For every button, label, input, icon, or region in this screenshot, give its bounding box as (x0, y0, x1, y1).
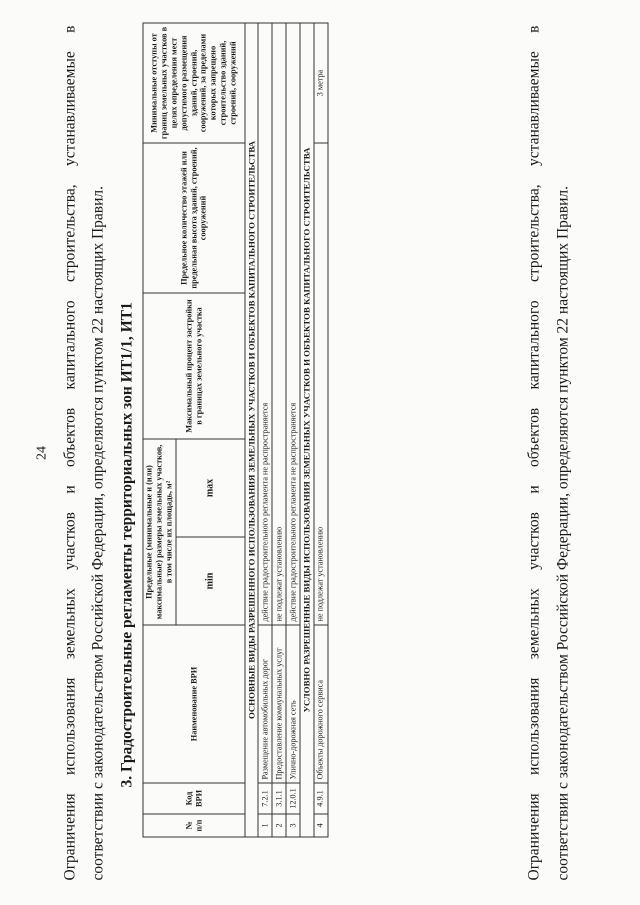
restrictions-paragraph-bottom-line1: Ограничения использования земельных участков и объектов капитального строительства, устанавливаемые в (525, 25, 542, 880)
regulations-table (142, 22, 328, 837)
row-name: Размещение автомобильных дорог (258, 625, 272, 783)
header-coverage: Максимальный процент застройки в границах земельного участка (143, 293, 245, 439)
section-conditional-label: УСЛОВНО РАЗРЕШЕННЫЕ ВИДЫ ИСПОЛЬЗОВАНИЯ ЗЕМЕЛЬНЫХ УЧАСТКОВ И ОБЪЕКТОВ КАПИТАЛЬНОГО СТРОИТЕЛЬСТВА (300, 23, 313, 837)
page-number: 24 (34, 445, 49, 460)
section-title: 3. Градостроительные регламенты территориальных зон ИТ1/1, ИТ1 (118, 301, 135, 787)
section-main-label: ОСНОВНЫЕ ВИДЫ РАЗРЕШЕННОГО ИСПОЛЬЗОВАНИЯ ЗЕМЕЛЬНЫХ УЧАСТКОВ И ОБЪЕКТОВ КАПИТАЛЬНОГО СТРОИТЕЛЬСТВА (245, 23, 258, 837)
header-name: Наименование ВРИ (143, 625, 245, 783)
restrictions-paragraph-top-line2: соответствии с законодательством Российской Федерации, определяются пунктом 22 настоящих Правил. (89, 185, 106, 880)
row-note: не подлежат установлению (272, 23, 286, 625)
table-row (258, 23, 272, 837)
row-num: 2 (272, 814, 286, 837)
row-code: 12.0.1 (286, 783, 300, 814)
header-code: Код ВРИ (143, 783, 245, 814)
header-max: max (176, 439, 245, 537)
row-note: действие градостроительного регламента не распространяется (258, 23, 272, 625)
section-row-main (245, 23, 258, 837)
row-name: Объекты дорожного сервиса (313, 625, 327, 783)
header-setback: Минимальные отступы от границ земельных участков в целях определения мест допустимого размещения зданий, строений, сооружений, за пределами которых запрещено строительство зданий, строений, сооружений (143, 23, 245, 143)
table-row (272, 23, 286, 837)
row-note: не подлежат установлению (313, 143, 327, 625)
section-row-conditional (300, 23, 313, 837)
row-code: 7.2.1 (258, 783, 272, 814)
restrictions-paragraph-bottom-line2: соответствии с законодательством Российской Федерации, определяются пунктом 22 настоящих Правил. (554, 185, 571, 880)
table-row (313, 23, 327, 837)
row-code: 3.1.1 (272, 783, 286, 814)
row-num: 3 (286, 814, 300, 837)
row-setback: 3 метра (313, 23, 327, 143)
table-row (286, 23, 300, 837)
restrictions-paragraph-top-line1: Ограничения использования земельных участков и объектов капитального строительства, устанавливаемые в (61, 25, 78, 880)
row-num: 1 (258, 814, 272, 837)
header-num: № п/п (143, 814, 245, 837)
row-note: действие градостроительного регламента не распространяется (286, 23, 300, 625)
table-header-row (143, 23, 176, 837)
header-plot-size: Предельные (минимальные и (или) максимальные) размеры земельных участков, в том числе их площадь, м² (143, 439, 176, 625)
row-name: Улично-дорожная сеть (286, 625, 300, 783)
header-min: min (176, 537, 245, 625)
row-num: 4 (313, 814, 327, 837)
header-floors: Предельное количество этажей или предельная высота зданий, строений, сооружений (143, 143, 245, 293)
row-code: 4.9.1 (313, 783, 327, 814)
row-name: Предоставление коммунальных услуг (272, 625, 286, 783)
